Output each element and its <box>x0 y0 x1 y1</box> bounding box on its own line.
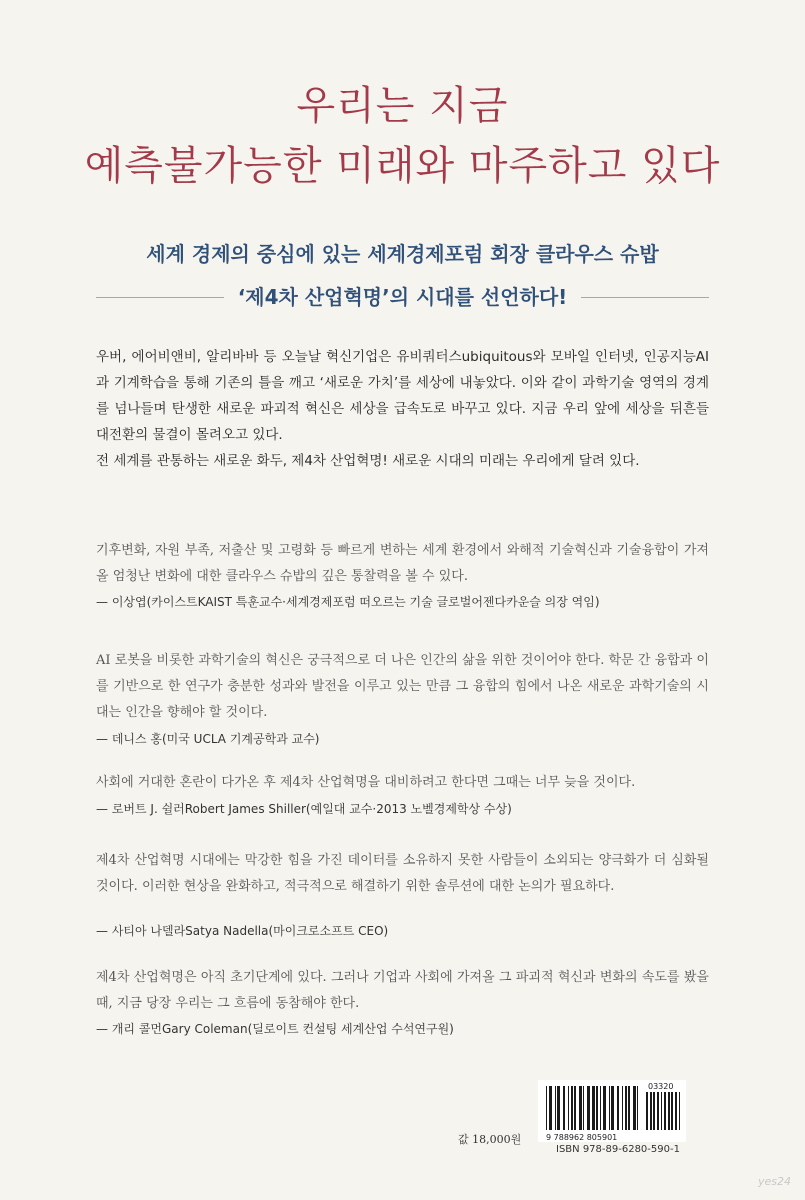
barcode-bar <box>596 1086 598 1130</box>
divider-right <box>581 297 709 298</box>
barcode-bar <box>579 1086 582 1130</box>
barcode-addon-bar <box>675 1092 677 1130</box>
intro-paragraph: 전 세계를 관통하는 새로운 화두, 제4차 산업혁명! 새로운 시대의 미래는 우리에게 달려 있다. <box>96 453 640 469</box>
barcode-bar <box>574 1086 576 1130</box>
barcode-bar <box>592 1086 595 1130</box>
barcode-bar <box>546 1086 547 1130</box>
barcode-bar <box>633 1086 636 1130</box>
price: 값 18,000원 <box>458 1133 522 1146</box>
barcode-addon-bar <box>679 1092 680 1130</box>
barcode-bar <box>637 1086 638 1130</box>
barcode-bar <box>609 1086 610 1130</box>
headline-line-1: 우리는 지금 <box>296 83 509 129</box>
barcode-graphic <box>538 1080 686 1142</box>
review-attribution: — 사티아 나델라Satya Nadella(마이크로소프트 CEO) <box>96 924 389 938</box>
review-text: AI 로봇을 비롯한 과학기술의 혁신은 궁극적으로 더 나은 인간의 삶을 위한 것이어야 한다. 학문 간 융합과 이를 기반으로 한 연구가 충분한 성과와 발전을 이루고 있는 만큼 그 융합의 힘에서 나온 새로운 과학기술의 시대는 인간을 향해야 할 것이다. <box>96 653 709 720</box>
review-attribution: — 로버트 J. 쉴러Robert James Shiller(예일대 교수·2013 노벨경제학상 수상) <box>96 802 512 816</box>
watermark: yes24 <box>758 1175 792 1188</box>
subheading-line-2-row <box>96 282 709 312</box>
barcode-bar <box>628 1086 630 1130</box>
barcode-bar <box>603 1086 606 1130</box>
barcode-bar <box>563 1086 565 1130</box>
review-attribution: — 이상엽(카이스트KAIST 특훈교수·세계경제포럼 떠오르는 기술 글로벌어젠다카운슬 의장 역임) <box>96 595 600 609</box>
barcode <box>538 1080 686 1142</box>
barcode-bar <box>568 1086 569 1130</box>
review-text: 사회에 거대한 혼란이 다가온 후 제4차 산업혁명을 대비하려고 한다면 그때는 너무 늦을 것이다. <box>96 775 636 790</box>
barcode-addon: 03320 <box>648 1082 674 1091</box>
barcode-bar <box>617 1086 619 1130</box>
barcode-addon-bar <box>664 1092 666 1130</box>
barcode-bar <box>622 1086 623 1130</box>
barcode-bar <box>571 1086 573 1130</box>
barcode-addon-bar <box>661 1092 662 1130</box>
isbn: ISBN 978-89-6280-590-1 <box>556 1144 680 1155</box>
intro-text <box>96 344 709 474</box>
review-attribution: — 데니스 홍(미국 UCLA 기계공학과 교수) <box>96 732 320 746</box>
barcode-digits: 9 788962 805901 <box>546 1133 618 1142</box>
barcode-addon-bar <box>650 1092 652 1130</box>
review-text: 기후변화, 자원 부족, 저출산 및 고령화 등 빠르게 변하는 세계 환경에서 와해적 기술혁신과 기술융합이 가져올 엄청난 변화에 대한 클라우스 슈밥의 깊은 통찰력을 볼 수 있다. <box>96 543 709 584</box>
subheading-line-2: ‘제4차 산업혁명’의 시대를 선언하다! <box>237 285 568 309</box>
barcode-addon-bar <box>646 1092 648 1130</box>
headline-line-2: 예측불가능한 미래와 마주하고 있다 <box>84 143 721 189</box>
barcode-addon-bar <box>671 1092 673 1130</box>
barcode-bar <box>557 1086 560 1130</box>
barcode-bar <box>625 1086 627 1130</box>
barcode-bar <box>555 1086 556 1130</box>
barcode-bar <box>583 1086 584 1130</box>
review-text: 제4차 산업혁명은 아직 초기단계에 있다. 그러나 기업과 사회에 가져올 그 파괴적 혁신과 변화의 속도를 봤을 때, 지금 당장 우리는 그 흐름에 동참해야 한다. <box>96 970 709 1011</box>
review-attribution: — 개리 콜먼Gary Coleman(딜로이트 컨설팅 세계산업 수석연구원) <box>96 1022 454 1036</box>
divider-left <box>96 297 224 298</box>
subheading-line-1: 세계 경제의 중심에 있는 세계경제포럼 회장 클라우스 슈밥 <box>146 242 659 266</box>
barcode-bar <box>600 1086 601 1130</box>
barcode-addon-bar <box>653 1092 655 1130</box>
barcode-bar <box>611 1086 614 1130</box>
barcode-bar <box>587 1086 590 1130</box>
intro-paragraph: 우버, 에어비앤비, 알리바바 등 오늘날 혁신기업은 유비쿼터스ubiquitous와 모바일 인터넷, 인공지능AI과 기계학습을 통해 기존의 틀을 깨고 ‘새로운 가치’를 세상에 내놓았다. 이와 같이 과학기술 영역의 경계를 넘나들며 탄생한 새로운 파괴적 혁신은 세상을 급속도로 바꾸고 있다. 지금 우리 앞에 세상을 뒤흔들 대전환의 물결이 몰려오고 있다. <box>96 349 709 443</box>
barcode-bar <box>549 1086 552 1130</box>
review-text: 제4차 산업혁명 시대에는 막강한 힘을 가진 데이터를 소유하지 못한 사람들이 소외되는 양극화가 더 심화될 것이다. 이러한 현상을 완화하고, 적극적으로 해결하기 위한 솔루션에 대한 논의가 필요하다. <box>96 853 709 894</box>
barcode-addon-bar <box>668 1092 670 1130</box>
barcode-addon-bar <box>657 1092 659 1130</box>
